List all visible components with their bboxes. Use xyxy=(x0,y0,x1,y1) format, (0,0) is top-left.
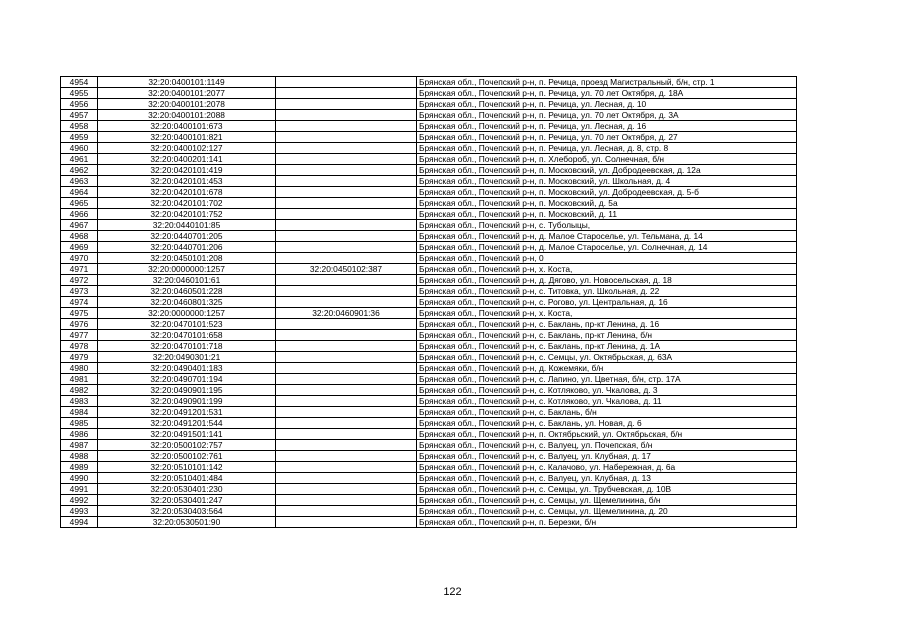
row-number-cell: 4955 xyxy=(61,88,98,99)
row-number-cell: 4960 xyxy=(61,143,98,154)
table-row xyxy=(61,264,797,275)
parent-cadastral-number-cell xyxy=(276,330,417,341)
registry-table xyxy=(60,76,797,528)
table-row xyxy=(61,110,797,121)
address-cell: Брянская обл., Почепский р-н, с. Семцы, ул. Трубчевская, д. 10В xyxy=(417,484,797,495)
cadastral-number-cell: 32:20:0490901:195 xyxy=(98,385,276,396)
cadastral-number-cell: 32:20:0491201:531 xyxy=(98,407,276,418)
row-number-cell: 4972 xyxy=(61,275,98,286)
table-row xyxy=(61,154,797,165)
parent-cadastral-number-cell xyxy=(276,154,417,165)
row-number-cell: 4980 xyxy=(61,363,98,374)
table-row xyxy=(61,220,797,231)
cadastral-number-cell: 32:20:0400101:2078 xyxy=(98,99,276,110)
row-number-cell: 4989 xyxy=(61,462,98,473)
parent-cadastral-number-cell xyxy=(276,352,417,363)
address-cell: Брянская обл., Почепский р-н, с. Рогово, ул. Центральная, д. 16 xyxy=(417,297,797,308)
cadastral-number-cell: 32:20:0000000:1257 xyxy=(98,264,276,275)
parent-cadastral-number-cell xyxy=(276,517,417,528)
cadastral-number-cell: 32:20:0490901:199 xyxy=(98,396,276,407)
row-number-cell: 4956 xyxy=(61,99,98,110)
row-number-cell: 4962 xyxy=(61,165,98,176)
table-row xyxy=(61,77,797,88)
cadastral-number-cell: 32:20:0510101:142 xyxy=(98,462,276,473)
address-cell: Брянская обл., Почепский р-н, д. Малое Староселье, ул. Тельмана, д. 14 xyxy=(417,231,797,242)
parent-cadastral-number-cell xyxy=(276,132,417,143)
address-cell: Брянская обл., Почепский р-н, с. Баклань, б/н xyxy=(417,407,797,418)
row-number-cell: 4986 xyxy=(61,429,98,440)
cadastral-number-cell: 32:20:0490701:194 xyxy=(98,374,276,385)
parent-cadastral-number-cell xyxy=(276,187,417,198)
row-number-cell: 4967 xyxy=(61,220,98,231)
address-cell: Брянская обл., Почепский р-н, п. Московский, ул. Добродеевская, д. 5-б xyxy=(417,187,797,198)
cadastral-number-cell: 32:20:0400101:821 xyxy=(98,132,276,143)
cadastral-number-cell: 32:20:0440701:205 xyxy=(98,231,276,242)
parent-cadastral-number-cell: 32:20:0460901:36 xyxy=(276,308,417,319)
row-number-cell: 4987 xyxy=(61,440,98,451)
cadastral-number-cell: 32:20:0500102:761 xyxy=(98,451,276,462)
address-cell: Брянская обл., Почепский р-н, п. Березки, б/н xyxy=(417,517,797,528)
parent-cadastral-number-cell xyxy=(276,495,417,506)
parent-cadastral-number-cell xyxy=(276,473,417,484)
parent-cadastral-number-cell xyxy=(276,209,417,220)
table-row xyxy=(61,495,797,506)
table-row xyxy=(61,176,797,187)
table-row xyxy=(61,506,797,517)
table-row xyxy=(61,374,797,385)
cadastral-number-cell: 32:20:0450101:208 xyxy=(98,253,276,264)
cadastral-number-cell: 32:20:0530403:564 xyxy=(98,506,276,517)
row-number-cell: 4978 xyxy=(61,341,98,352)
cadastral-number-cell: 32:20:0530401:230 xyxy=(98,484,276,495)
table-row xyxy=(61,242,797,253)
cadastral-number-cell: 32:20:0420101:453 xyxy=(98,176,276,187)
row-number-cell: 4994 xyxy=(61,517,98,528)
row-number-cell: 4990 xyxy=(61,473,98,484)
cadastral-number-cell: 32:20:0490301:21 xyxy=(98,352,276,363)
table-row xyxy=(61,517,797,528)
cadastral-number-cell: 32:20:0500102:757 xyxy=(98,440,276,451)
page-number: 122 xyxy=(443,586,462,598)
cadastral-number-cell: 32:20:0490401:183 xyxy=(98,363,276,374)
row-number-cell: 4988 xyxy=(61,451,98,462)
row-number-cell: 4984 xyxy=(61,407,98,418)
cadastral-number-cell: 32:20:0400101:2088 xyxy=(98,110,276,121)
parent-cadastral-number-cell xyxy=(276,418,417,429)
cadastral-number-cell: 32:20:0470101:523 xyxy=(98,319,276,330)
parent-cadastral-number-cell xyxy=(276,88,417,99)
cadastral-number-cell: 32:20:0400101:2077 xyxy=(98,88,276,99)
parent-cadastral-number-cell xyxy=(276,220,417,231)
row-number-cell: 4959 xyxy=(61,132,98,143)
address-cell: Брянская обл., Почепский р-н, д. Дягово, ул. Новосельская, д. 18 xyxy=(417,275,797,286)
row-number-cell: 4970 xyxy=(61,253,98,264)
row-number-cell: 4992 xyxy=(61,495,98,506)
parent-cadastral-number-cell xyxy=(276,396,417,407)
table-row xyxy=(61,363,797,374)
parent-cadastral-number-cell xyxy=(276,143,417,154)
address-cell: Брянская обл., Почепский р-н, с. Валуец, ул. Почепская, б/н xyxy=(417,440,797,451)
table-row xyxy=(61,319,797,330)
parent-cadastral-number-cell xyxy=(276,319,417,330)
cadastral-number-cell: 32:20:0420101:702 xyxy=(98,198,276,209)
table-row xyxy=(61,451,797,462)
table-row xyxy=(61,330,797,341)
address-cell: Брянская обл., Почепский р-н, с. Туболыцы, xyxy=(417,220,797,231)
parent-cadastral-number-cell xyxy=(276,231,417,242)
address-cell: Брянская обл., Почепский р-н, п. Московский, д. 5а xyxy=(417,198,797,209)
row-number-cell: 4976 xyxy=(61,319,98,330)
address-cell: Брянская обл., Почепский р-н, с. Баклань, пр-кт Ленина, б/н xyxy=(417,330,797,341)
cadastral-number-cell: 32:20:0400101:1149 xyxy=(98,77,276,88)
cadastral-number-cell: 32:20:0470101:658 xyxy=(98,330,276,341)
cadastral-number-cell: 32:20:0460501:228 xyxy=(98,286,276,297)
table-row xyxy=(61,88,797,99)
table-row xyxy=(61,352,797,363)
table-row xyxy=(61,286,797,297)
cadastral-number-cell: 32:20:0530401:247 xyxy=(98,495,276,506)
parent-cadastral-number-cell xyxy=(276,275,417,286)
table-row xyxy=(61,396,797,407)
row-number-cell: 4954 xyxy=(61,77,98,88)
table-row xyxy=(61,165,797,176)
address-cell: Брянская обл., Почепский р-н, х. Коста, xyxy=(417,308,797,319)
row-number-cell: 4963 xyxy=(61,176,98,187)
parent-cadastral-number-cell xyxy=(276,77,417,88)
parent-cadastral-number-cell xyxy=(276,429,417,440)
parent-cadastral-number-cell: 32:20:0450102:387 xyxy=(276,264,417,275)
parent-cadastral-number-cell xyxy=(276,253,417,264)
address-cell: Брянская обл., Почепский р-н, д. Малое Староселье, ул. Солнечная, д. 14 xyxy=(417,242,797,253)
parent-cadastral-number-cell xyxy=(276,121,417,132)
address-cell: Брянская обл., Почепский р-н, п. Хлебороб, ул. Солнечная, б/н xyxy=(417,154,797,165)
row-number-cell: 4969 xyxy=(61,242,98,253)
parent-cadastral-number-cell xyxy=(276,176,417,187)
table-row xyxy=(61,308,797,319)
table-row xyxy=(61,121,797,132)
cadastral-number-cell: 32:20:0420101:419 xyxy=(98,165,276,176)
row-number-cell: 4975 xyxy=(61,308,98,319)
row-number-cell: 4974 xyxy=(61,297,98,308)
address-cell: Брянская обл., Почепский р-н, п. Речица, ул. Лесная, д. 10 xyxy=(417,99,797,110)
parent-cadastral-number-cell xyxy=(276,440,417,451)
address-cell: Брянская обл., Почепский р-н, х. Коста, xyxy=(417,264,797,275)
table-row xyxy=(61,385,797,396)
parent-cadastral-number-cell xyxy=(276,242,417,253)
parent-cadastral-number-cell xyxy=(276,341,417,352)
row-number-cell: 4991 xyxy=(61,484,98,495)
cadastral-number-cell: 32:20:0440701:206 xyxy=(98,242,276,253)
cadastral-number-cell: 32:20:0460101:61 xyxy=(98,275,276,286)
cadastral-number-cell: 32:20:0510401:484 xyxy=(98,473,276,484)
cadastral-number-cell: 32:20:0420101:678 xyxy=(98,187,276,198)
address-cell: Брянская обл., Почепский р-н, п. Речица, проезд Магистральный, б/н, стр. 1 xyxy=(417,77,797,88)
address-cell: Брянская обл., Почепский р-н, п. Речица, ул. Лесная, д. 16 xyxy=(417,121,797,132)
parent-cadastral-number-cell xyxy=(276,363,417,374)
address-cell: Брянская обл., Почепский р-н, с. Семцы, ул. Октябрьская, д. 63А xyxy=(417,352,797,363)
address-cell: Брянская обл., Почепский р-н, 0 xyxy=(417,253,797,264)
address-cell: Брянская обл., Почепский р-н, с. Титовка, ул. Школьная, д. 22 xyxy=(417,286,797,297)
address-cell: Брянская обл., Почепский р-н, д. Кожемяки, б/н xyxy=(417,363,797,374)
row-number-cell: 4993 xyxy=(61,506,98,517)
cadastral-number-cell: 32:20:0491501:141 xyxy=(98,429,276,440)
cadastral-number-cell: 32:20:0000000:1257 xyxy=(98,308,276,319)
parent-cadastral-number-cell xyxy=(276,462,417,473)
row-number-cell: 4965 xyxy=(61,198,98,209)
table-row xyxy=(61,418,797,429)
address-cell: Брянская обл., Почепский р-н, п. Московский, д. 11 xyxy=(417,209,797,220)
cadastral-number-cell: 32:20:0491201:544 xyxy=(98,418,276,429)
parent-cadastral-number-cell xyxy=(276,110,417,121)
parent-cadastral-number-cell xyxy=(276,407,417,418)
table-row xyxy=(61,143,797,154)
row-number-cell: 4958 xyxy=(61,121,98,132)
row-number-cell: 4964 xyxy=(61,187,98,198)
parent-cadastral-number-cell xyxy=(276,451,417,462)
cadastral-number-cell: 32:20:0420101:752 xyxy=(98,209,276,220)
address-cell: Брянская обл., Почепский р-н, с. Баклань, ул. Новая, д. 6 xyxy=(417,418,797,429)
address-cell: Брянская обл., Почепский р-н, п. Октябрьский, ул. Октябрьская, б/н xyxy=(417,429,797,440)
row-number-cell: 4981 xyxy=(61,374,98,385)
address-cell: Брянская обл., Почепский р-н, с. Котляково, ул. Чкалова, д. 11 xyxy=(417,396,797,407)
address-cell: Брянская обл., Почепский р-н, с. Валуец, ул. Клубная, д. 17 xyxy=(417,451,797,462)
address-cell: Брянская обл., Почепский р-н, с. Лапино, ул. Цветная, б/н, стр. 17А xyxy=(417,374,797,385)
table-row xyxy=(61,253,797,264)
address-cell: Брянская обл., Почепский р-н, с. Котляково, ул. Чкалова, д. 3 xyxy=(417,385,797,396)
address-cell: Брянская обл., Почепский р-н, п. Речица, ул. Лесная, д. 8, стр. 8 xyxy=(417,143,797,154)
cadastral-number-cell: 32:20:0400101:673 xyxy=(98,121,276,132)
row-number-cell: 4957 xyxy=(61,110,98,121)
parent-cadastral-number-cell xyxy=(276,286,417,297)
cadastral-number-cell: 32:20:0470101:718 xyxy=(98,341,276,352)
table-row xyxy=(61,462,797,473)
table-row xyxy=(61,484,797,495)
cadastral-number-cell: 32:20:0440101:85 xyxy=(98,220,276,231)
table-row xyxy=(61,198,797,209)
table-row xyxy=(61,341,797,352)
parent-cadastral-number-cell xyxy=(276,385,417,396)
parent-cadastral-number-cell xyxy=(276,198,417,209)
table-row xyxy=(61,275,797,286)
address-cell: Брянская обл., Почепский р-н, с. Баклань, пр-кт Ленина, д. 16 xyxy=(417,319,797,330)
address-cell: Брянская обл., Почепский р-н, с. Баклань, пр-кт Ленина, д. 1А xyxy=(417,341,797,352)
parent-cadastral-number-cell xyxy=(276,297,417,308)
row-number-cell: 4961 xyxy=(61,154,98,165)
table-row xyxy=(61,407,797,418)
parent-cadastral-number-cell xyxy=(276,484,417,495)
row-number-cell: 4979 xyxy=(61,352,98,363)
address-cell: Брянская обл., Почепский р-н, с. Семцы, ул. Щемелинина, б/н xyxy=(417,495,797,506)
address-cell: Брянская обл., Почепский р-н, п. Московский, ул. Добродеевская, д. 12а xyxy=(417,165,797,176)
registry-table-body xyxy=(61,77,797,528)
address-cell: Брянская обл., Почепский р-н, п. Речица, ул. 70 лет Октября, д. 3А xyxy=(417,110,797,121)
row-number-cell: 4985 xyxy=(61,418,98,429)
address-cell: Брянская обл., Почепский р-н, п. Московский, ул. Школьная, д. 4 xyxy=(417,176,797,187)
address-cell: Брянская обл., Почепский р-н, с. Валуец, ул. Клубная, д. 13 xyxy=(417,473,797,484)
address-cell: Брянская обл., Почепский р-н, с. Семцы, ул. Щемелинина, д. 20 xyxy=(417,506,797,517)
parent-cadastral-number-cell xyxy=(276,165,417,176)
parent-cadastral-number-cell xyxy=(276,506,417,517)
row-number-cell: 4971 xyxy=(61,264,98,275)
table-row xyxy=(61,429,797,440)
table-row xyxy=(61,209,797,220)
table-row xyxy=(61,231,797,242)
table-row xyxy=(61,297,797,308)
parent-cadastral-number-cell xyxy=(276,99,417,110)
table-row xyxy=(61,473,797,484)
cadastral-number-cell: 32:20:0530501:90 xyxy=(98,517,276,528)
cadastral-number-cell: 32:20:0400102:127 xyxy=(98,143,276,154)
row-number-cell: 4968 xyxy=(61,231,98,242)
table-row xyxy=(61,440,797,451)
cadastral-number-cell: 32:20:0460801:325 xyxy=(98,297,276,308)
address-cell: Брянская обл., Почепский р-н, п. Речица, ул. 70 лет Октября, д. 18А xyxy=(417,88,797,99)
table-row xyxy=(61,132,797,143)
row-number-cell: 4966 xyxy=(61,209,98,220)
row-number-cell: 4982 xyxy=(61,385,98,396)
cadastral-number-cell: 32:20:0400201:141 xyxy=(98,154,276,165)
row-number-cell: 4983 xyxy=(61,396,98,407)
address-cell: Брянская обл., Почепский р-н, п. Речица, ул. 70 лет Октября, д. 27 xyxy=(417,132,797,143)
address-cell: Брянская обл., Почепский р-н, с. Калачово, ул. Набережная, д. 6а xyxy=(417,462,797,473)
row-number-cell: 4973 xyxy=(61,286,98,297)
table-row xyxy=(61,99,797,110)
table-row xyxy=(61,187,797,198)
parent-cadastral-number-cell xyxy=(276,374,417,385)
row-number-cell: 4977 xyxy=(61,330,98,341)
